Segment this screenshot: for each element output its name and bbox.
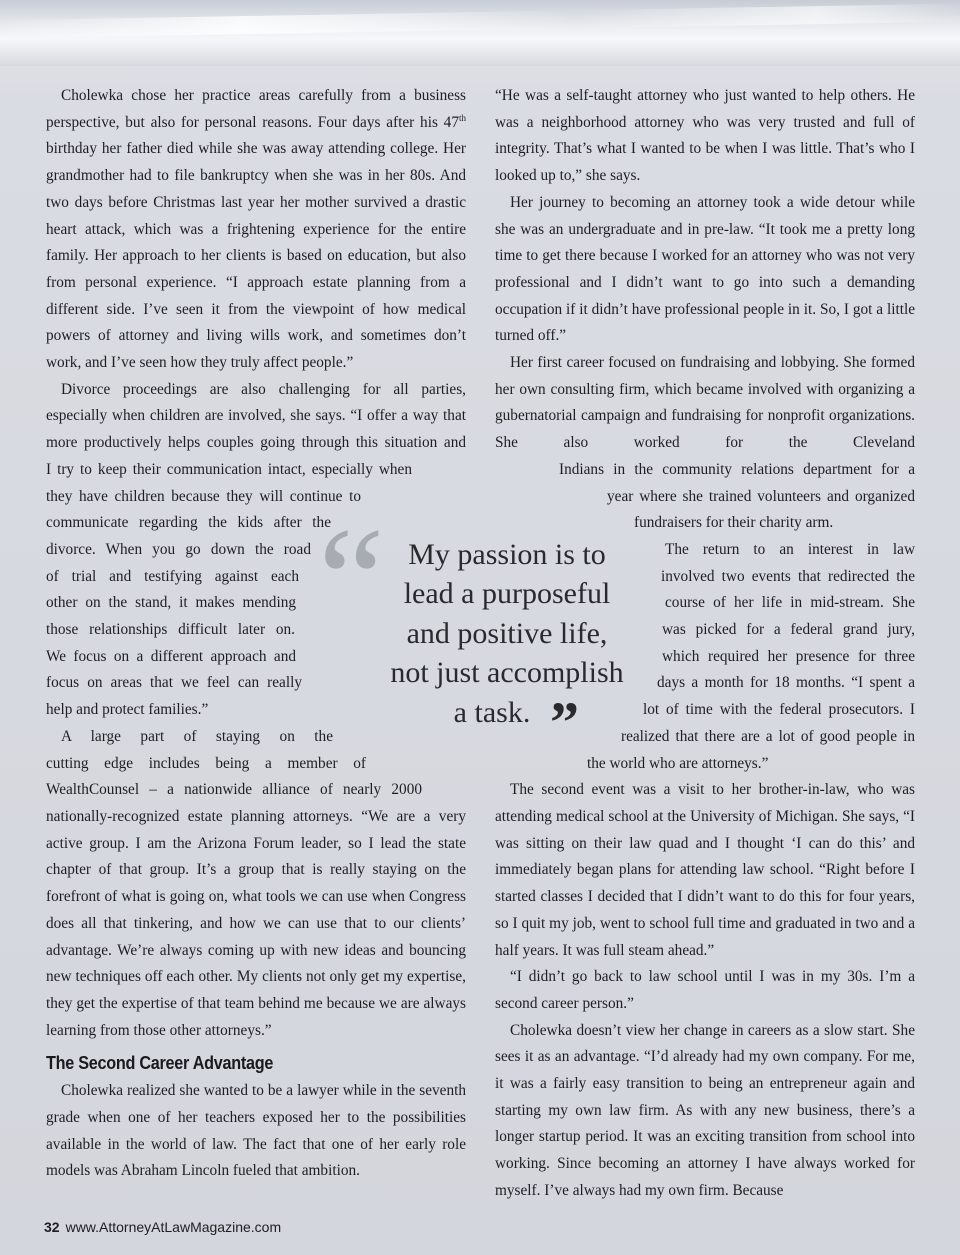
text-line: realized that there are a lot of good people in: [621, 727, 915, 745]
paragraph: Divorce proceedings are also challenging for all parties, especially when children are involved, she says. “I offer a way that more productively helps couples going through this situation and: [46, 380, 466, 452]
footer-url: www.AttorneyAtLawMagazine.com: [65, 1219, 282, 1235]
text-line: which required her presence for three: [662, 647, 915, 665]
text-line: A large part of staying on the: [61, 727, 333, 745]
section-heading: The Second Career Advantage: [46, 1053, 274, 1074]
pull-quote-line: and positive life,: [406, 616, 608, 650]
text-line: lot of time with the federal prosecutors. I: [643, 701, 915, 719]
superscript: th: [458, 112, 466, 123]
open-quote-icon: “: [318, 497, 385, 663]
text-line: WealthCounsel – a nationwide alliance of nearly 2000: [46, 781, 422, 799]
text-line: I try to keep their communication intact, especially when: [46, 460, 412, 478]
paragraph: Her first career focused on fundraising and lobbying. She formed her own consulting firm, which became involved with organizing a gubernatorial campaign and fundraising for nonprofit organizations. She also worked for the Cleveland: [495, 354, 915, 452]
wrapped-lines: [46, 457, 412, 724]
text-line: We focus on a different approach and: [46, 647, 296, 665]
text-line: other on the stand, it makes mending: [46, 594, 296, 612]
pull-quote-line: not just accomplish: [390, 656, 624, 690]
paragraph: “He was a self-taught attorney who just wanted to help others. He was a neighborhood attorney who was very trusted and full of integrity. That’s what I wanted to be when I was little. That’s who I looked up to,” she says.: [495, 87, 915, 185]
pull-quote: [383, 535, 631, 732]
text-line: those relationships difficult later on.: [46, 621, 295, 639]
paragraph: Cholewka doesn’t view her change in careers as a slow start. She sees it as an advantage. “I’d already had my own company. For me, it was a fairly easy transition to being an entrepreneur again and starting my own law firm. As with any new business, there’s a longer startup period. It was an exciting transition from school into working. Since becoming an attorney I have always worked for myself. I’ve always had my own firm. Because: [495, 1021, 915, 1199]
pull-quote-line: a task.: [453, 695, 531, 729]
text-line: was picked for a federal grand jury,: [662, 621, 915, 639]
page-number: 32: [44, 1219, 60, 1235]
text-line: of trial and testifying against each: [46, 567, 299, 585]
paragraph: nationally-recognized estate planning attorneys. “We are a very active group. I am the Arizona Forum leader, so I lead the state chapter of that group. It’s a group that is really staying on the forefront of what is going on, what tools we can use when Congress does all that tinkering, and how we can use that to our clients’ advantage. We’re always coming up with new ideas and bouncing new techniques off each other. My clients not only get my expertise, they get the expertise of that team behind me because we are always learning from those other attorneys.”: [46, 807, 466, 1039]
text-line: they have children because they will continue to: [46, 487, 361, 505]
page-footer: [44, 1219, 281, 1235]
text-line: fundraisers for their charity arm.: [634, 514, 834, 532]
text-line: The return to an interest in law: [665, 540, 915, 558]
text-line: communicate regarding the kids after the: [46, 514, 331, 532]
text-line: Indians in the community relations department for a: [559, 460, 915, 478]
paragraph: Cholewka realized she wanted to be a lawyer while in the seventh grade when one of her teachers exposed her to the possibilities available in the world of law. The fact that one of her early role models was Abraham Lincoln fueled that ambition.: [46, 1082, 466, 1180]
header-band: [0, 0, 960, 66]
wrapped-lines: [495, 457, 915, 537]
pull-quote-line: My passion is to: [408, 538, 606, 571]
text-line: divorce. When you go down the road: [46, 540, 311, 558]
text-line: cutting edge includes being a member of: [46, 754, 366, 772]
text-line: focus on areas that we feel can really: [46, 674, 302, 692]
paragraph: [46, 83, 466, 377]
paragraph-text: birthday her father died while she was away attending college. Her grandmother had to file bankruptcy when she was in her 80s. And two days before Christmas last year her mother survived a drastic heart attack, which was a frightening experience for the entire family. Her approach to her clients is based on education, but also from personal experience. “I approach estate planning from a different side. I’ve seen it from the viewpoint of how medical powers of attorney and living wills work, and sometimes don’t work, and I’ve seen how they truly affect people.”: [46, 140, 466, 372]
paragraph: The second event was a visit to her brother-in-law, who was attending medical school at the University of Michigan. She says, “I was sitting on their law quad and I thought ‘I can do this’ and immediately began plans for attending law school. “Right before I started classes I decided that I didn’t want to do this for four years, so I quit my job, went to school full time and graduated in two and a half years. It was full steam ahead.”: [495, 781, 915, 959]
text-line: involved two events that redirected the: [661, 567, 915, 585]
wrapped-lines: [46, 724, 422, 804]
text-line: course of her life in mid-stream. She: [665, 594, 915, 612]
close-quote-icon: ”: [550, 690, 579, 755]
pull-quote-line: lead a purposeful: [403, 577, 611, 611]
text-line: days a month for 18 months. “I spent a: [657, 674, 915, 692]
text-line: the world who are attorneys.”: [587, 754, 769, 772]
text-line: year where she trained volunteers and organized: [607, 487, 915, 505]
paragraph: Her journey to becoming an attorney took a wide detour while she was an undergraduate and in pre-law. “It took me a pretty long time to get there because I worked for an attorney who was not very professional and I didn’t want to go into such a demanding occupation if it didn’t have professional people in it. So, I got a little turned off.”: [495, 193, 915, 345]
paragraph: “I didn’t go back to law school until I was in my 30s. I’m a second career person.”: [495, 968, 915, 1012]
text-line: help and protect families.”: [46, 701, 209, 719]
paragraph-text: Cholewka chose her practice areas carefully from a business perspective, but also for personal reasons. Four days after his 47: [46, 87, 466, 131]
